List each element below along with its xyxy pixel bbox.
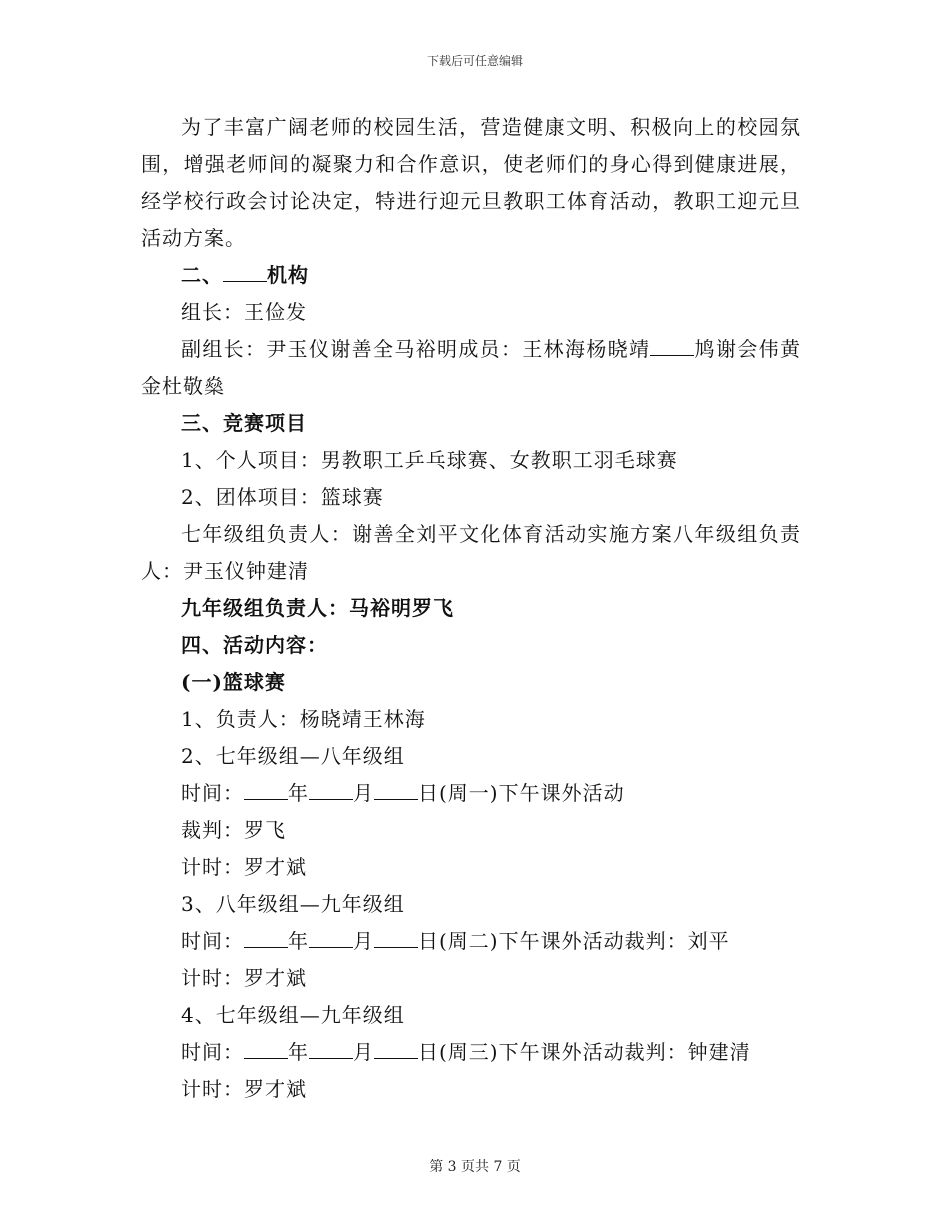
document-body: [141, 109, 801, 1108]
subsection-basketball: (一)篮球赛: [181, 670, 286, 694]
time-label: 时间：: [181, 1040, 244, 1064]
time-label: 时间：: [181, 929, 244, 953]
match1-referee: 裁判：罗飞: [181, 818, 286, 842]
time-label: 时间：: [181, 781, 244, 805]
time-tail: 日(周二)下午课外活动裁判：刘平: [418, 929, 730, 953]
month-unit: 月: [353, 929, 374, 953]
match1-timer: 计时：罗才斌: [181, 855, 307, 879]
page-header: 下载后可任意编辑: [426, 54, 523, 68]
section-heading-organization: [141, 257, 801, 294]
match1-title: 2、七年级组—八年级组: [181, 744, 405, 768]
blank-month: [309, 929, 353, 948]
blank-year: [244, 1040, 288, 1059]
heading-prefix: 二、: [181, 263, 223, 287]
page-footer: 第 3 页共 7 页: [429, 1159, 521, 1175]
match3-time: [141, 1034, 801, 1071]
year-unit: 年: [288, 1040, 309, 1064]
heading-suffix: 机构: [267, 263, 309, 287]
blank-day: [374, 1040, 418, 1059]
time-tail: 日(周三)下午课外活动裁判：钟建清: [418, 1040, 751, 1064]
match2-timer: 计时：罗才斌: [181, 966, 307, 990]
group-leader-line: 组长：王俭发: [181, 300, 307, 324]
deputy-text: 副组长：尹玉仪谢善全马裕明成员：王林海杨晓靖: [181, 337, 651, 361]
grade9-leader-line: 九年级组负责人：马裕明罗飞: [181, 596, 454, 620]
month-unit: 月: [353, 1040, 374, 1064]
month-unit: 月: [353, 781, 374, 805]
year-unit: 年: [288, 929, 309, 953]
match1-time: [141, 775, 801, 812]
match2-title: 3、八年级组—九年级组: [181, 892, 405, 916]
blank-year: [244, 929, 288, 948]
blank-line: [223, 263, 267, 282]
section-heading-content: 四、活动内容：: [181, 633, 328, 657]
match3-timer: 计时：罗才斌: [181, 1077, 307, 1101]
deputy-text-tail: 鸠谢会伟黄金杜敬燊: [141, 337, 802, 398]
blank-day: [374, 781, 418, 800]
individual-events-line: 1、个人项目：男教职工乒乓球赛、女教职工羽毛球赛: [181, 448, 678, 472]
section-heading-events: 三、竞赛项目: [181, 411, 307, 435]
blank-month: [309, 1040, 353, 1059]
blank-month: [309, 781, 353, 800]
basketball-leader-line: 1、负责人：杨晓靖王林海: [181, 707, 426, 731]
deputy-leader-line: [141, 331, 801, 405]
time-tail: 日(周一)下午课外活动: [418, 781, 625, 805]
grade-leaders-line: 七年级组负责人：谢善全刘平文化体育活动实施方案八年级组负责人：尹玉仪钟建清: [141, 522, 801, 583]
year-unit: 年: [288, 781, 309, 805]
blank-line: [650, 337, 694, 356]
intro-paragraph: 为了丰富广阔老师的校园生活，营造健康文明、积极向上的校园氛围，增强老师间的凝聚力和合作意识，使老师们的身心得到健康进展，经学校行政会讨论决定，特进行迎元旦教职工体育活动，教职工迎元旦活动方案。: [141, 115, 801, 250]
team-events-line: 2、团体项目：篮球赛: [181, 485, 384, 509]
blank-year: [244, 781, 288, 800]
match2-time: [141, 923, 801, 960]
blank-day: [374, 929, 418, 948]
match3-title: 4、七年级组—九年级组: [181, 1003, 405, 1027]
